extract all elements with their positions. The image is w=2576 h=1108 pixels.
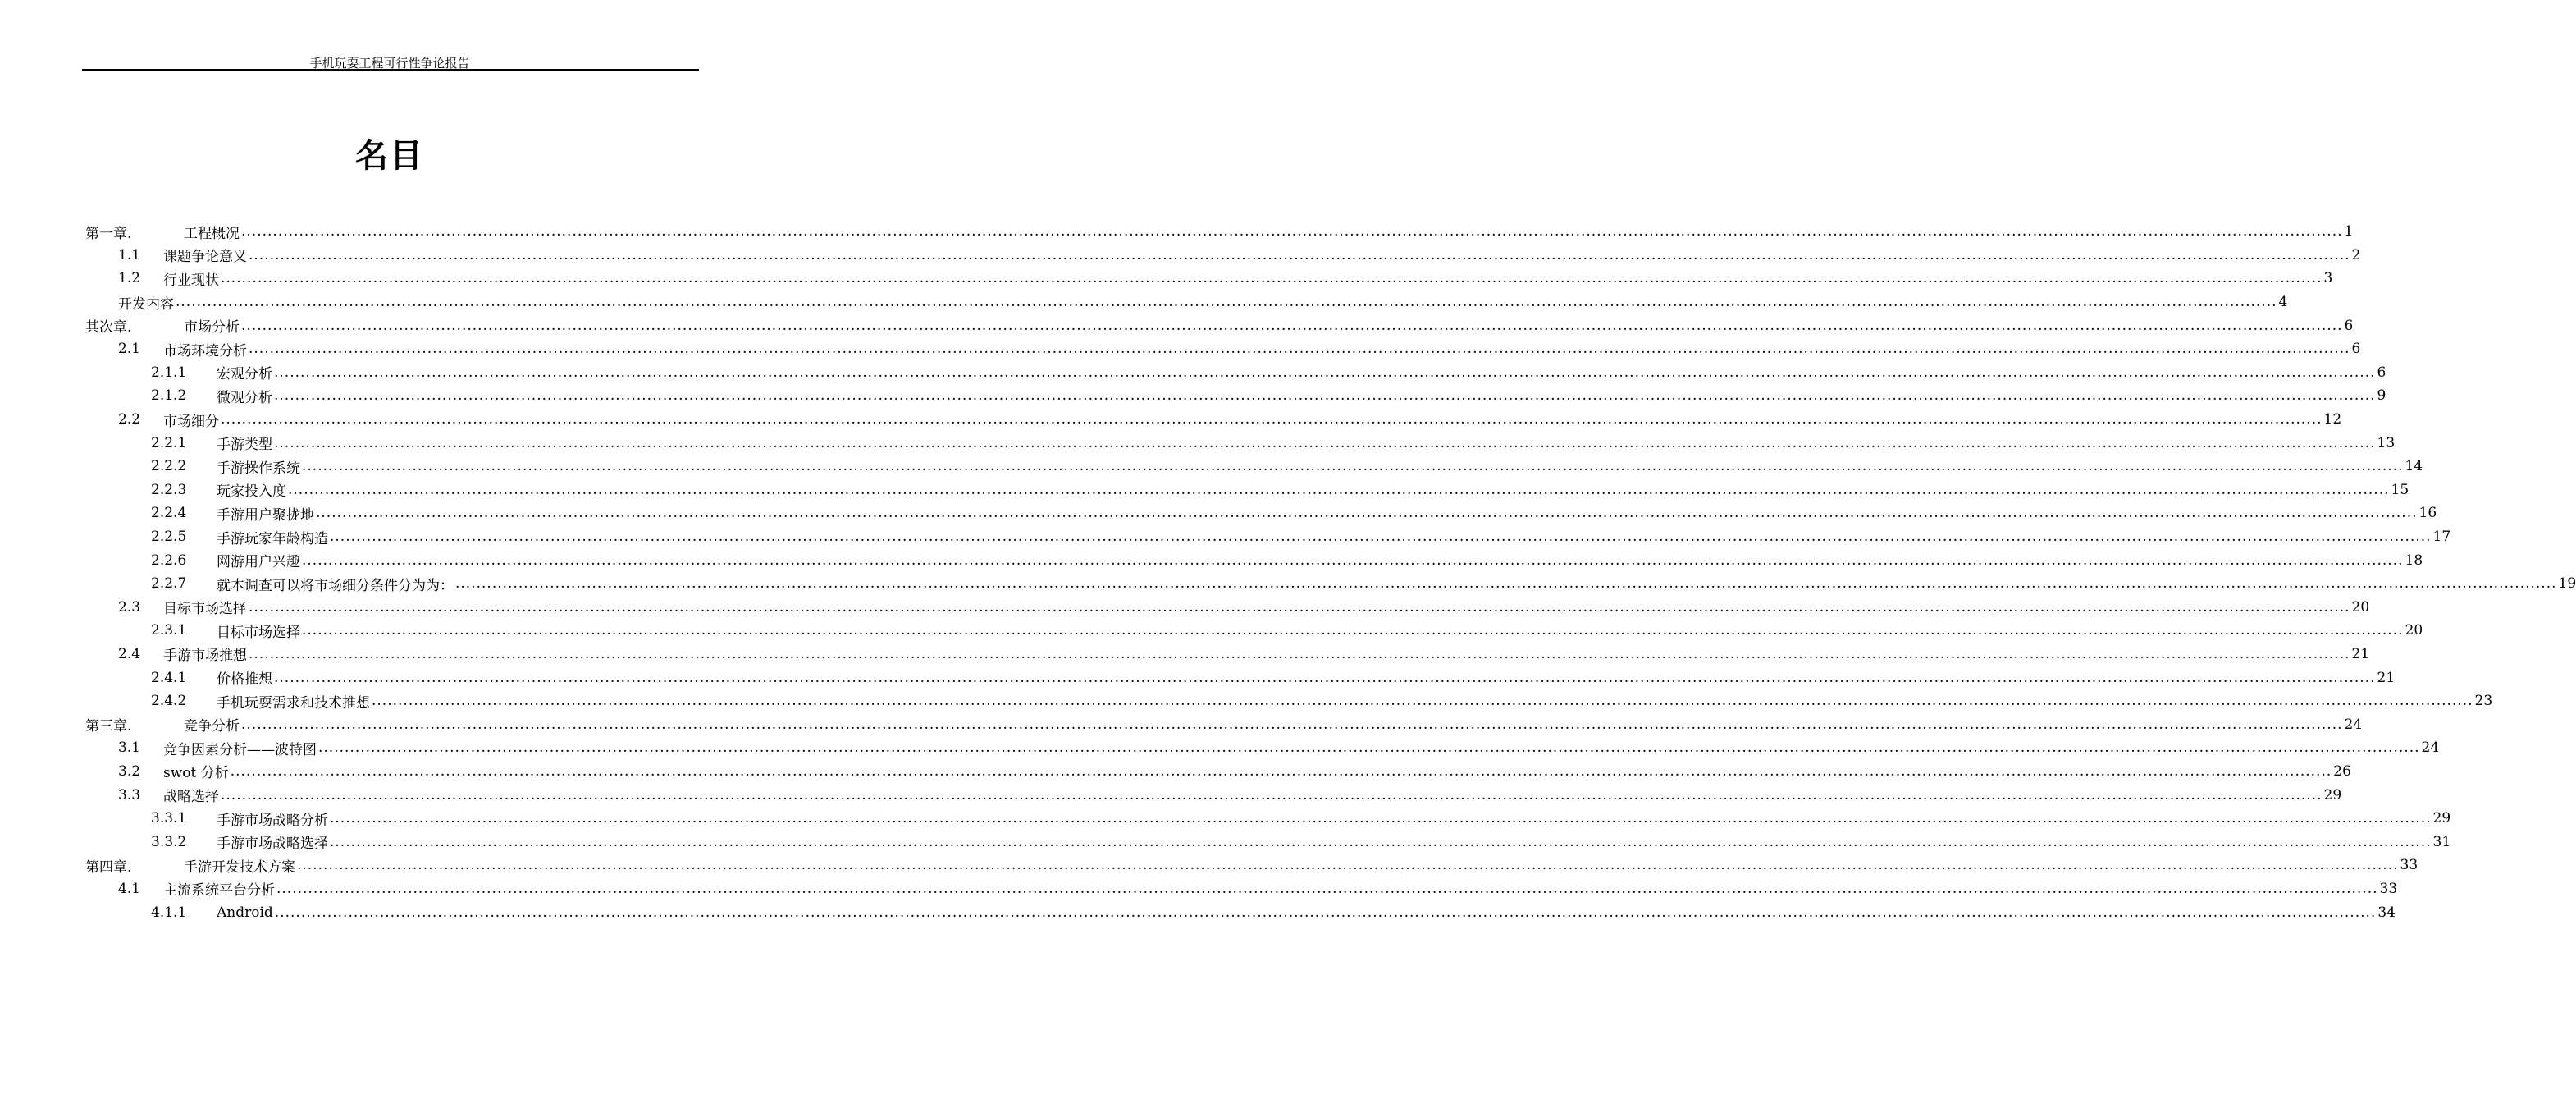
toc-entry[interactable] <box>85 572 2576 596</box>
toc-leader-dots: ................................................................................................................................................................................................................................................................................................................................................................................................................ <box>274 669 2376 686</box>
toc-entry[interactable] <box>85 314 2354 337</box>
toc-leader-dots: ................................................................................................................................................................................................................................................................................................................................................................................................................ <box>316 505 2418 522</box>
toc-leader-dots: ................................................................................................................................................................................................................................................................................................................................................................................................................ <box>241 317 2343 334</box>
toc-entry-title: 行业现状 <box>163 272 219 289</box>
toc-page-number: 6 <box>2377 364 2386 381</box>
toc-entry-number: 其次章. <box>85 319 132 337</box>
toc-entry-number: 第四章. <box>85 858 132 876</box>
toc-entry-title: 目标市场选择 <box>217 624 300 641</box>
toc-page-number: 6 <box>2351 341 2361 358</box>
toc-entry[interactable] <box>85 408 2342 432</box>
toc-entry-number: 第一章. <box>85 225 132 242</box>
toc-entry-title: 价格推想 <box>217 671 272 689</box>
toc-entry[interactable] <box>85 783 2342 807</box>
toc-entry-number: 2.2.4 <box>151 505 187 522</box>
toc-entry[interactable] <box>85 525 2451 549</box>
toc-leader-dots: ................................................................................................................................................................................................................................................................................................................................................................................................................ <box>221 411 2323 428</box>
toc-entry-title: 手游市场战略分析 <box>217 812 328 829</box>
toc-entry[interactable] <box>85 291 2288 314</box>
toc-entry[interactable] <box>85 361 2386 385</box>
toc-entry-title: 手游市场战略选择 <box>217 836 328 853</box>
toc-page-number: 16 <box>2418 505 2437 522</box>
toc-leader-dots: ................................................................................................................................................................................................................................................................................................................................................................................................................ <box>274 904 2377 921</box>
toc-page-number: 13 <box>2377 434 2396 451</box>
toc-entry-title: 市场环境分析 <box>163 342 247 359</box>
toc-leader-dots: ................................................................................................................................................................................................................................................................................................................................................................................................................ <box>249 645 2350 662</box>
toc-entry-title: 市场细分 <box>163 413 219 430</box>
toc-page-number: 31 <box>2432 833 2451 850</box>
toc-leader-dots: ................................................................................................................................................................................................................................................................................................................................................................................................................ <box>288 481 2390 498</box>
toc-entry-title: Android <box>217 904 273 921</box>
toc-entry[interactable] <box>85 220 2354 244</box>
toc-entry-number: 2.2.3 <box>151 481 187 498</box>
toc-entry[interactable] <box>85 760 2351 784</box>
toc-page-number: 20 <box>2351 598 2370 616</box>
toc-entry-title: swot 分析 <box>163 765 229 782</box>
toc-entry-number: 2.2.2 <box>151 458 187 475</box>
toc-page-number: 29 <box>2432 810 2451 827</box>
toc-entry-number: 4.1 <box>118 880 141 897</box>
toc-leader-dots: ................................................................................................................................................................................................................................................................................................................................................................................................................ <box>221 786 2323 804</box>
toc-entry[interactable] <box>85 431 2396 455</box>
toc-entry-title: 课题争论意义 <box>163 249 247 266</box>
toc-entry-number: 2.1 <box>118 341 141 358</box>
toc-entry-number: 2.2.5 <box>151 529 187 546</box>
toc-page-number: 33 <box>2400 857 2418 874</box>
toc-page-number: 12 <box>2323 411 2342 428</box>
toc-entry[interactable] <box>85 455 2423 478</box>
toc-leader-dots: ................................................................................................................................................................................................................................................................................................................................................................................................................ <box>274 387 2376 405</box>
toc-page-number: 21 <box>2377 669 2396 686</box>
toc-entry-title: 战略选择 <box>163 789 219 806</box>
toc-page-number: 17 <box>2432 529 2451 546</box>
toc-page-number: 9 <box>2377 387 2386 405</box>
toc-leader-dots: ................................................................................................................................................................................................................................................................................................................................................................................................................ <box>302 622 2404 639</box>
toc-entry-number: 2.3.1 <box>151 622 187 639</box>
toc-page-number: 18 <box>2405 552 2423 569</box>
toc-entry[interactable] <box>85 267 2333 291</box>
toc-page-number: 4 <box>2278 294 2288 311</box>
header-rule <box>82 69 699 71</box>
toc-page-number: 26 <box>2333 762 2351 780</box>
toc-entry-title: 竞争因素分析——波特图 <box>163 741 317 758</box>
toc-entry-number: 1.1 <box>118 246 141 263</box>
toc-leader-dots: ................................................................................................................................................................................................................................................................................................................................................................................................................ <box>330 810 2432 827</box>
toc-entry-number: 2.3 <box>118 598 141 616</box>
toc-leader-dots: ................................................................................................................................................................................................................................................................................................................................................................................................................ <box>274 434 2376 451</box>
toc-entry-number: 2.2.6 <box>151 552 187 569</box>
toc-entry[interactable] <box>85 643 2370 666</box>
toc-entry[interactable] <box>85 877 2398 901</box>
toc-entry-number: 2.4.1 <box>151 669 187 686</box>
toc-leader-dots: ................................................................................................................................................................................................................................................................................................................................................................................................................ <box>274 364 2376 381</box>
toc-leader-dots: ................................................................................................................................................................................................................................................................................................................................................................................................................ <box>241 223 2343 240</box>
toc-leader-dots: ................................................................................................................................................................................................................................................................................................................................................................................................................ <box>221 270 2323 287</box>
running-header: 手机玩耍工程可行性争论报告 <box>309 56 470 71</box>
toc-leader-dots: ................................................................................................................................................................................................................................................................................................................................................................................................................ <box>302 458 2404 475</box>
toc-page-number: 33 <box>2379 880 2398 897</box>
toc-entry-title: 手游类型 <box>217 437 272 454</box>
toc-entry[interactable] <box>85 712 2363 736</box>
toc-entry-title: 微观分析 <box>217 389 272 406</box>
toc-entry-title: 宏观分析 <box>217 366 272 383</box>
toc-entry[interactable] <box>85 478 2409 502</box>
toc-leader-dots: ................................................................................................................................................................................................................................................................................................................................................................................................................ <box>372 693 2473 710</box>
toc-leader-dots: ................................................................................................................................................................................................................................................................................................................................................................................................................ <box>276 880 2378 897</box>
toc-entry[interactable] <box>85 244 2361 268</box>
toc-page-number: 20 <box>2405 622 2423 639</box>
toc-entry-title: 就本调查可以将市场细分条件分为为： <box>217 577 454 594</box>
toc-entry[interactable] <box>85 596 2370 620</box>
toc-entry[interactable] <box>85 619 2423 643</box>
toc-entry-number: 2.2 <box>118 411 141 428</box>
toc-entry-title: 开发内容 <box>118 295 174 313</box>
toc-leader-dots: ................................................................................................................................................................................................................................................................................................................................................................................................................ <box>318 739 2420 757</box>
toc-entry[interactable] <box>85 900 2396 924</box>
toc-page-number: 2 <box>2351 246 2361 263</box>
toc-page-number: 3 <box>2323 270 2333 287</box>
toc-entry[interactable] <box>85 736 2440 760</box>
toc-page-number: 14 <box>2405 458 2423 475</box>
toc-leader-dots: ................................................................................................................................................................................................................................................................................................................................................................................................................ <box>297 857 2399 874</box>
toc-leader-dots: ................................................................................................................................................................................................................................................................................................................................................................................................................ <box>330 833 2432 850</box>
toc-leader-dots: ................................................................................................................................................................................................................................................................................................................................................................................................................ <box>230 762 2332 780</box>
toc-entry-number: 3.1 <box>118 739 141 757</box>
toc-leader-dots: ................................................................................................................................................................................................................................................................................................................................................................................................................ <box>241 716 2343 733</box>
toc-entry[interactable] <box>85 807 2451 831</box>
toc-entry-title: 手游玩家年龄构造 <box>217 530 328 547</box>
toc-entry-number: 第三章. <box>85 718 132 735</box>
toc-entry[interactable] <box>85 689 2493 713</box>
toc-page-number: 24 <box>2421 739 2440 757</box>
toc-entry-number: 3.3.2 <box>151 833 187 850</box>
toc-entry-number: 2.2.1 <box>151 434 187 451</box>
toc-entry-title: 手游开发技术方案 <box>184 858 295 876</box>
toc-leader-dots: ................................................................................................................................................................................................................................................................................................................................................................................................................ <box>176 294 2277 311</box>
toc-entry-number: 2.4.2 <box>151 693 187 710</box>
toc-entry-title: 工程概况 <box>184 225 240 242</box>
toc-entry-number: 2.4 <box>118 645 141 662</box>
toc-page-number: 15 <box>2391 481 2409 498</box>
toc-entry-number: 2.1.1 <box>151 364 187 381</box>
toc-entry-title: 玩家投入度 <box>217 483 286 501</box>
toc-entry-title: 手游操作系统 <box>217 460 300 477</box>
toc-leader-dots: ................................................................................................................................................................................................................................................................................................................................................................................................................ <box>330 529 2432 546</box>
toc-entry-title: 手游市场推想 <box>163 648 247 665</box>
toc-page-number: 19 <box>2558 575 2576 593</box>
toc-leader-dots: ................................................................................................................................................................................................................................................................................................................................................................................................................ <box>249 341 2350 358</box>
toc-entry-number: 3.3.1 <box>151 810 187 827</box>
toc-entry-title: 手游用户聚拢地 <box>217 506 314 524</box>
toc-entry-number: 1.2 <box>118 270 141 287</box>
toc-page-number: 24 <box>2344 716 2363 733</box>
toc-entry-number: 3.2 <box>118 762 141 780</box>
toc-entry-number: 2.2.7 <box>151 575 187 593</box>
toc-page-number: 21 <box>2351 645 2370 662</box>
toc-leader-dots: ................................................................................................................................................................................................................................................................................................................................................................................................................ <box>455 575 2557 593</box>
toc-entry-number: 4.1.1 <box>151 904 187 921</box>
toc-leader-dots: ................................................................................................................................................................................................................................................................................................................................................................................................................ <box>249 246 2350 263</box>
toc-entry-number: 3.3 <box>118 786 141 804</box>
toc-entry-title: 竞争分析 <box>184 718 240 735</box>
toc-entry-number: 2.1.2 <box>151 387 187 405</box>
table-of-contents <box>85 220 2576 924</box>
toc-entry[interactable] <box>85 830 2451 854</box>
toc-entry-title: 主流系统平台分析 <box>163 882 275 900</box>
toc-entry-title: 手机玩耍需求和技术推想 <box>217 694 370 712</box>
page-title: 名目 <box>355 136 424 175</box>
toc-page-number: 23 <box>2474 693 2493 710</box>
toc-entry-title: 网游用户兴趣 <box>217 554 300 571</box>
toc-entry-title: 目标市场选择 <box>163 601 247 618</box>
toc-page-number: 1 <box>2344 223 2354 240</box>
toc-entry[interactable] <box>85 384 2386 408</box>
toc-entry[interactable] <box>85 666 2396 689</box>
toc-leader-dots: ................................................................................................................................................................................................................................................................................................................................................................................................................ <box>249 598 2350 616</box>
toc-entry-title: 市场分析 <box>184 319 240 337</box>
toc-entry[interactable] <box>85 501 2437 525</box>
toc-page-number: 6 <box>2344 317 2354 334</box>
toc-page-number: 29 <box>2323 786 2342 804</box>
toc-page-number: 34 <box>2377 904 2396 921</box>
toc-leader-dots: ................................................................................................................................................................................................................................................................................................................................................................................................................ <box>302 552 2404 569</box>
toc-entry[interactable] <box>85 548 2423 572</box>
toc-entry[interactable] <box>85 337 2361 361</box>
toc-entry[interactable] <box>85 854 2418 877</box>
